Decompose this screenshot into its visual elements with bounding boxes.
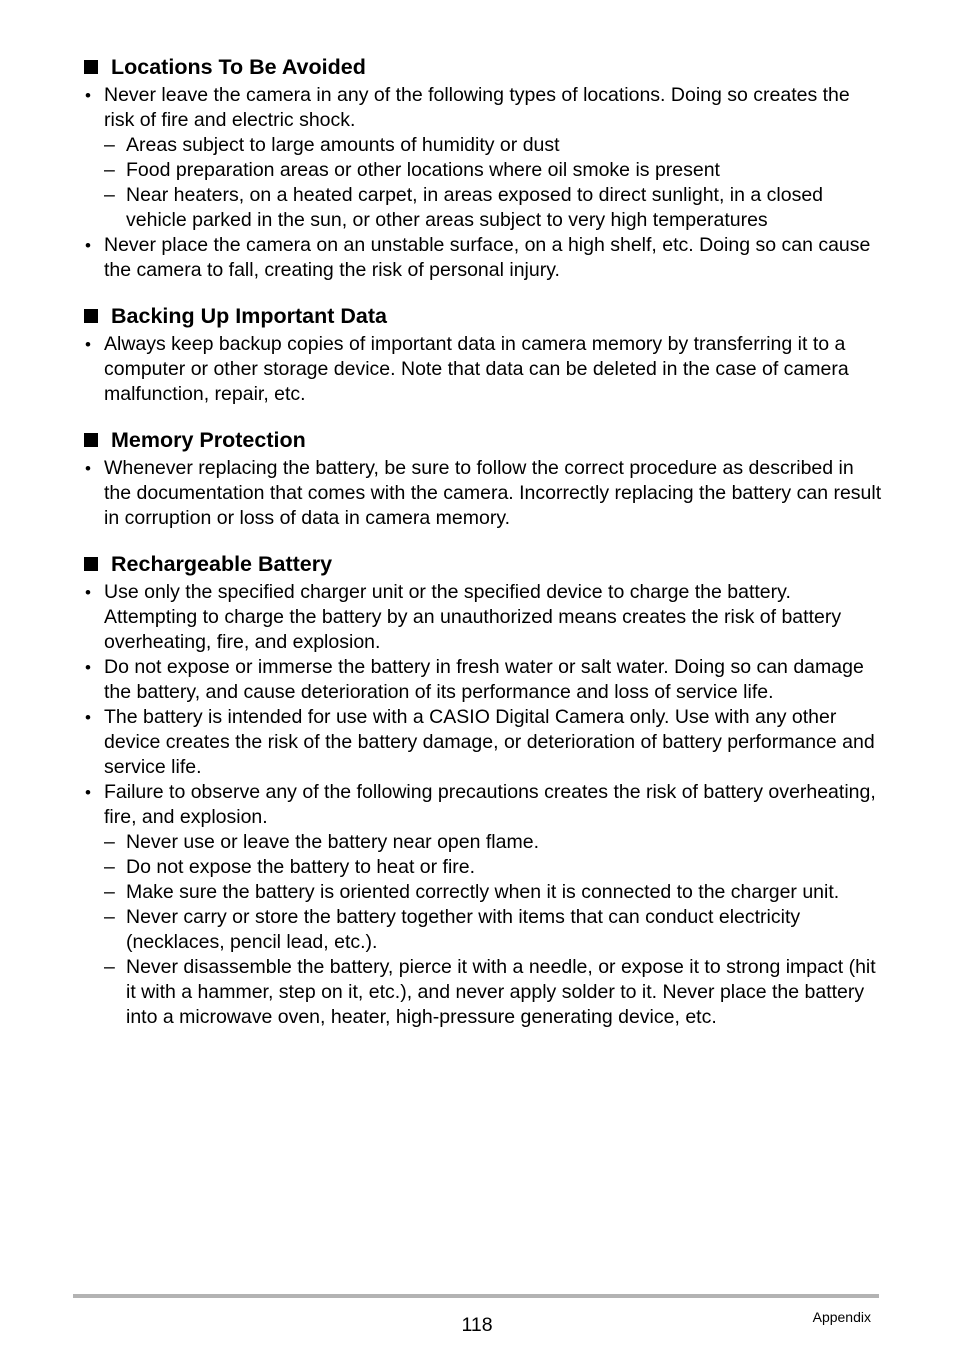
bullet-list	[84, 83, 884, 283]
footer-divider	[73, 1294, 879, 1298]
section-rechargeable-battery	[84, 549, 884, 1030]
list-item	[84, 83, 884, 233]
sub-item-text: Do not expose the battery to heat or fire.	[126, 856, 476, 878]
dash-icon: –	[104, 881, 115, 903]
sub-list-item	[104, 183, 884, 233]
sub-list-item	[104, 880, 884, 905]
list-item-text: Whenever replacing the battery, be sure to follow the correct procedure as described in the documentation that comes with the camera. Incorrectly replacing the battery can result in corruption or loss of data in camera memory.	[104, 457, 882, 529]
list-item	[84, 780, 884, 1030]
list-item-text: Never place the camera on an unstable surface, on a high shelf, etc. Doing so can cause the camera to fall, creating the risk of personal injury.	[104, 234, 871, 281]
section-title-text: Locations To Be Avoided	[111, 55, 366, 79]
list-item-text: Use only the specified charger unit or the specified device to charge the battery. Attempting to charge the battery by an unauthorized means creates the risk of battery overheating, fire, and explosion.	[104, 581, 842, 653]
section-heading	[84, 52, 884, 82]
dash-icon: –	[104, 856, 115, 878]
bullet-dot-icon: •	[85, 658, 91, 677]
dash-icon: –	[104, 159, 115, 181]
section-title-text: Backing Up Important Data	[111, 304, 387, 328]
section-title-text: Memory Protection	[111, 428, 306, 452]
bullet-list	[84, 580, 884, 1030]
square-bullet-icon	[84, 557, 98, 571]
sub-list-item	[104, 158, 884, 183]
sub-list	[104, 830, 884, 1030]
sub-list	[104, 133, 884, 233]
section-heading	[84, 549, 884, 579]
list-item	[84, 233, 884, 283]
bullet-dot-icon: •	[85, 708, 91, 727]
footer-section-label: Appendix	[812, 1309, 871, 1325]
sub-list-item	[104, 855, 884, 880]
dash-icon: –	[104, 906, 115, 928]
section-backup	[84, 301, 884, 407]
sub-item-text: Never carry or store the battery together with items that can conduct electricity (necklaces, pencil lead, etc.).	[126, 906, 801, 953]
bullet-dot-icon: •	[85, 86, 91, 105]
sub-list-item	[104, 133, 884, 158]
section-heading	[84, 301, 884, 331]
list-item-text: Never leave the camera in any of the following types of locations. Doing so creates the risk of fire and electric shock.	[104, 84, 850, 131]
list-item	[84, 655, 884, 705]
list-item-text: Do not expose or immerse the battery in fresh water or salt water. Doing so can damage the battery, and cause deterioration of its performance and loss of service life.	[104, 656, 864, 703]
square-bullet-icon	[84, 60, 98, 74]
page-number: 118	[461, 1314, 493, 1336]
square-bullet-icon	[84, 309, 98, 323]
square-bullet-icon	[84, 433, 98, 447]
list-item-text: Failure to observe any of the following precautions creates the risk of battery overheating, fire, and explosion.	[104, 781, 876, 828]
sub-list-item	[104, 905, 884, 955]
bullet-list	[84, 456, 884, 531]
section-heading	[84, 425, 884, 455]
sub-item-text: Near heaters, on a heated carpet, in areas exposed to direct sunlight, in a closed vehicle parked in the sun, or other areas subject to very high temperatures	[126, 184, 824, 231]
dash-icon: –	[104, 831, 115, 853]
page-content	[84, 52, 884, 1048]
section-title-text: Rechargeable Battery	[111, 552, 333, 576]
sub-item-text: Never disassemble the battery, pierce it with a needle, or expose it to strong impact (hit it with a hammer, step on it, etc.), and never apply solder to it. Never place the battery into a microwave oven, heater, high-pressure generating device, etc.	[126, 956, 876, 1028]
section-locations	[84, 52, 884, 283]
section-memory-protection	[84, 425, 884, 531]
dash-icon: –	[104, 134, 115, 156]
dash-icon: –	[104, 184, 115, 206]
bullet-dot-icon: •	[85, 783, 91, 802]
sub-list-item	[104, 955, 884, 1030]
bullet-dot-icon: •	[85, 459, 91, 478]
sub-item-text: Make sure the battery is oriented correctly when it is connected to the charger unit.	[126, 881, 840, 903]
list-item-text: The battery is intended for use with a CASIO Digital Camera only. Use with any other device creates the risk of the battery damage, or deterioration of battery performance and service life.	[104, 706, 875, 778]
sub-item-text: Never use or leave the battery near open flame.	[126, 831, 539, 853]
list-item	[84, 456, 884, 531]
sub-list-item	[104, 830, 884, 855]
sub-item-text: Food preparation areas or other locations where oil smoke is present	[126, 159, 720, 181]
bullet-list	[84, 332, 884, 407]
bullet-dot-icon: •	[85, 236, 91, 255]
bullet-dot-icon: •	[85, 335, 91, 354]
list-item-text: Always keep backup copies of important data in camera memory by transferring it to a computer or other storage device. Note that data can be deleted in the case of camera malfunction, repair, etc.	[104, 333, 849, 405]
list-item	[84, 580, 884, 655]
dash-icon: –	[104, 956, 115, 978]
bullet-dot-icon: •	[85, 583, 91, 602]
list-item	[84, 705, 884, 780]
list-item	[84, 332, 884, 407]
sub-item-text: Areas subject to large amounts of humidity or dust	[126, 134, 560, 156]
